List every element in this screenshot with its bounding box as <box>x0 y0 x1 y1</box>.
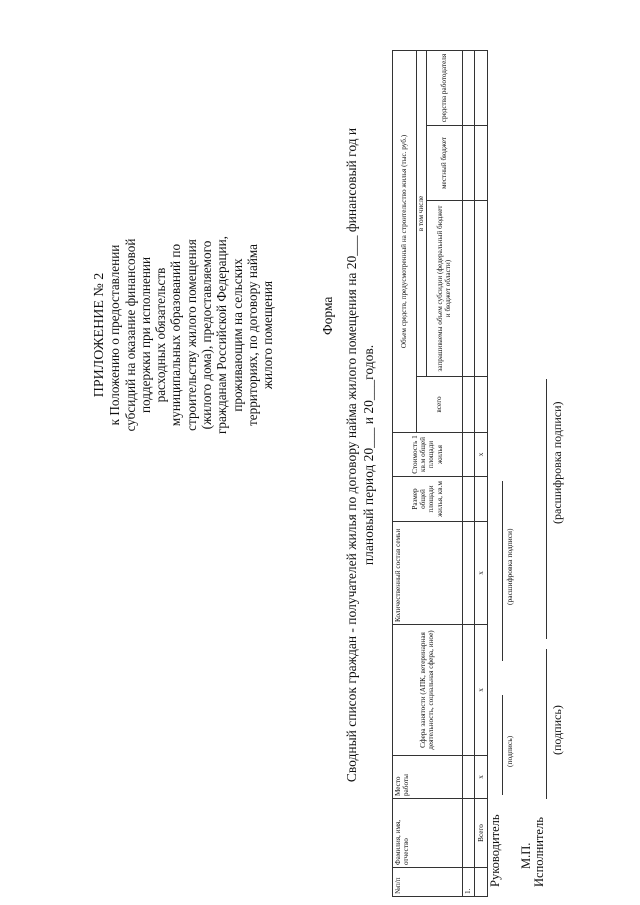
cell <box>462 433 475 477</box>
head-label: Руководитель <box>488 814 502 887</box>
row1-num: 1. <box>462 868 475 897</box>
executor-label: Исполнитель <box>532 817 546 887</box>
header-subsidy: запрашиваемы объем субсидии (федеральный бюджет и бюджет области) <box>426 201 462 377</box>
header-cost: Стоимость 1 кв.м общей площади жилья <box>393 433 463 477</box>
head-decode-line <box>502 481 503 661</box>
cell <box>475 51 488 126</box>
table-row-total <box>475 51 488 897</box>
header-incl: в том числе <box>416 51 426 377</box>
executor-decode-line <box>546 379 547 639</box>
cell <box>475 868 488 897</box>
header-employer: средства работодателя <box>426 51 462 126</box>
cell <box>462 625 475 756</box>
appendix-line: субсидий на оказание финансовой <box>122 238 138 432</box>
cell <box>462 201 475 377</box>
x-mark: х <box>475 433 488 477</box>
x-mark: х <box>475 625 488 756</box>
cell <box>462 51 475 126</box>
header-local: местный бюджет <box>426 126 462 201</box>
appendix-line: проживающим на сельских <box>229 258 245 412</box>
appendix-line: расходных обязательств <box>153 267 169 403</box>
header-volume: Объем средств, предусмотренный на строительство жилья (тыс. руб.) <box>393 51 417 433</box>
cell <box>462 799 475 868</box>
cell <box>462 522 475 625</box>
appendix-line: гражданам Российской Федерации, <box>214 236 230 434</box>
x-mark: х <box>475 756 488 799</box>
appendix-line: жилого помещения <box>260 280 276 390</box>
cell <box>462 477 475 522</box>
header-num: №п/п <box>393 868 463 897</box>
appendix-line: поддержки при исполнении <box>137 256 153 414</box>
cell <box>462 377 475 433</box>
form-label: Форма <box>320 296 335 335</box>
header-family: Количественный состав семьи <box>393 522 463 625</box>
header-work: Место работы <box>393 756 463 799</box>
appendix-line: территориях, по договору найма <box>244 244 260 426</box>
header-total: всего <box>416 377 462 433</box>
head-sign-line <box>502 695 503 795</box>
appendix-line: строительству жилого помещения <box>183 239 199 431</box>
header-sphere: Сфера занятости (АПК, ветеринарная деятельность, социальная сфера, иное) <box>393 625 463 756</box>
document-title <box>343 65 377 845</box>
cell <box>462 756 475 799</box>
total-label: Всего <box>475 799 488 868</box>
header-area: Размер общей площади жилья, кв.м <box>393 477 463 522</box>
title-line-1: Сводный список граждан - получателей жилья по договору найма жилого помещения на 20___ финансовый год и <box>344 127 359 783</box>
summary-table <box>392 50 488 897</box>
table-row <box>462 51 475 897</box>
appendix-title: ПРИЛОЖЕНИЕ № 2 <box>92 272 107 398</box>
cell <box>475 201 488 377</box>
executor-sign-line <box>546 649 547 799</box>
appendix-line: к Положению о предоставлении <box>107 244 123 426</box>
head-sign-caption: (подпись) <box>505 735 514 767</box>
cell <box>475 377 488 433</box>
title-line-2: плановый период 20___ и 20___годов. <box>361 344 376 566</box>
x-mark: х <box>475 522 488 625</box>
appendix-header <box>92 105 276 565</box>
appendix-line: муниципальных образований по <box>168 243 184 427</box>
signature-block <box>488 27 638 887</box>
cell <box>475 477 488 522</box>
head-decode-caption: (расшифровка подписи) <box>505 528 514 605</box>
appendix-line: (жилого дома), предоставляемого <box>199 240 215 430</box>
executor-decode-caption: (расшифровка подписи) <box>550 401 564 524</box>
cell <box>475 126 488 201</box>
header-fio: Фамилия, имя, отчество <box>393 799 463 868</box>
mp-label: М.П. <box>519 842 533 869</box>
cell <box>462 126 475 201</box>
executor-sign-caption: (подпись) <box>550 705 564 755</box>
